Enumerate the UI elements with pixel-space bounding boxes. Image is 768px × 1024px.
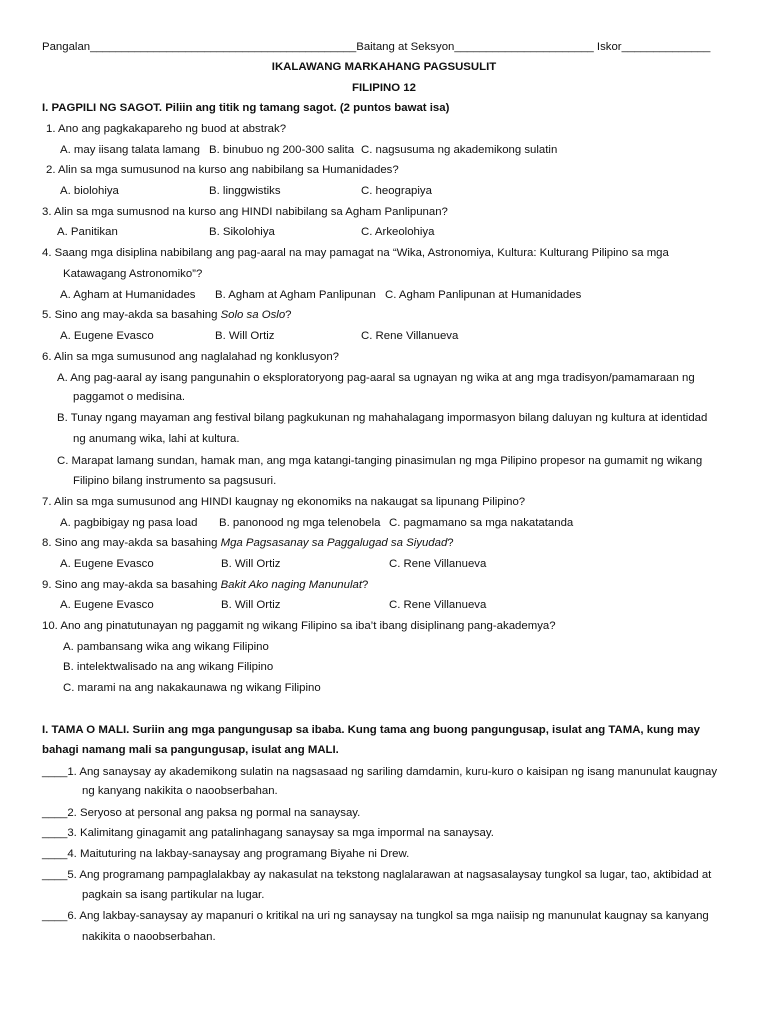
question-8: 8. Sino ang may-akda sa basahing Mga Pagsasanay sa Paggalugad sa Siyudad? xyxy=(42,537,454,549)
q8-choice-a: A. Eugene Evasco xyxy=(60,558,154,570)
q3-choice-a: A. Panitikan xyxy=(57,226,118,238)
tf-item-5-cont: pagkain sa isang partikular na lugar. xyxy=(82,889,265,901)
q7-choice-a: A. pagbibigay ng pasa load xyxy=(60,517,198,529)
q10-choice-b: B. intelektwalisado na ang wikang Filipino xyxy=(63,661,274,673)
grade-section-label: Baitang at Seksyon xyxy=(356,41,455,53)
q5-choice-b: B. Will Ortiz xyxy=(215,330,275,342)
q6-choice-c: C. Marapat lamang sundan, hamak man, ang mga katangi-tanging pinasimulan ng mga Pilipino propesor na gumamit ng wikang xyxy=(57,455,703,467)
name-blank[interactable]: __________________________________________ xyxy=(90,41,357,53)
q4-choice-b: B. Agham at Agham Panlipunan xyxy=(215,289,376,301)
section1-heading: I. PAGPILI NG SAGOT. Piliin ang titik ng tamang sagot. (2 puntos bawat isa) xyxy=(42,102,450,114)
q6-choice-b: B. Tunay ngang mayaman ang festival bilang pagkukunan ng mahahalagang impormasyon bilang daluyan ng kultura at identidad xyxy=(57,412,708,424)
section2-heading: I. TAMA O MALI. Suriin ang mga pangungusap sa ibaba. Kung tama ang buong pangungusap, isulat ang TAMA, kung may xyxy=(42,724,700,736)
question-4-cont: Katawagang Astronomiko”? xyxy=(63,268,203,280)
q10-choice-a: A. pambansang wika ang wikang Filipino xyxy=(63,641,269,653)
q1-choice-c: C. nagsusuma ng akademikong sulatin xyxy=(361,144,558,156)
q10-choice-c: C. marami na ang nakakaunawa ng wikang Filipino xyxy=(63,682,321,694)
exam-subject: FILIPINO 12 xyxy=(352,82,416,94)
tf-item-1: ____1. Ang sanaysay ay akademikong sulatin na nagsasaad ng sariling damdamin, kuru-kuro o kaisipan ng isang manunulat kaugnay xyxy=(42,766,718,778)
tf-item-4: ____4. Maituturing na lakbay-sanaysay ang programang Biyahe ni Drew. xyxy=(42,848,410,860)
q2-choice-b: B. linggwistiks xyxy=(209,185,281,197)
question-1: 1. Ano ang pagkakapareho ng buod at abstrak? xyxy=(46,123,287,135)
q5-choice-c: C. Rene Villanueva xyxy=(361,330,459,342)
tf-item-6-cont: nakikita o naoobserbahan. xyxy=(82,931,216,943)
q2-choice-a: A. biolohiya xyxy=(60,185,119,197)
question-5: 5. Sino ang may-akda sa basahing Solo sa Oslo? xyxy=(42,309,292,321)
q1-choice-a: A. may iisang talata lamang xyxy=(60,144,200,156)
q6-choice-b-cont: ng anumang wika, lahi at kultura. xyxy=(73,433,240,445)
q4-choice-a: A. Agham at Humanidades xyxy=(60,289,196,301)
tf-item-6: ____6. Ang lakbay-sanaysay ay mapanuri o kritikal na uri ng sanaysay na tungkol sa mga naiisip ng manunulat kaugnay sa kanyang xyxy=(42,910,709,922)
section2-heading-cont: bahagi namang mali sa pangungusap, isulat ang MALI. xyxy=(42,744,339,756)
q7-choice-b: B. panonood ng mga telenobela xyxy=(219,517,381,529)
reading-title: Solo sa Oslo xyxy=(220,309,286,321)
q7-choice-c: C. pagmamano sa mga nakatatanda xyxy=(389,517,574,529)
question-10: 10. Ano ang pinatutunayan ng paggamit ng wikang Filipino sa iba’t ibang disiplinang pang-akademya? xyxy=(42,620,556,632)
q8-choice-b: B. Will Ortiz xyxy=(221,558,281,570)
question-2: 2. Alin sa mga sumusunod na kurso ang nabibilang sa Humanidades? xyxy=(46,164,399,176)
q8-choice-c: C. Rene Villanueva xyxy=(389,558,487,570)
q6-choice-a: A. Ang pag-aaral ay isang pangunahin o eksploratoryong pag-aaral sa ugnayan ng wika at ang mga tradisyon/pamamaraan ng xyxy=(57,372,695,384)
tf-item-1-cont: ng kanyang nakikita o naoobserbahan. xyxy=(82,785,278,797)
tf-item-5: ____5. Ang programang pampaglalakbay ay nakasulat na tekstong naglalarawan at nagsasalaysay tungkol sa lugar, tao, aktibidad at xyxy=(42,869,712,881)
tf-item-3: ____3. Kalimitang ginagamit ang patalinhagang sanaysay sa mga impormal na sanaysay. xyxy=(42,827,494,839)
question-7: 7. Alin sa mga sumusunod ang HINDI kaugnay ng ekonomiks na nakaugat sa lipunang Pilipino? xyxy=(42,496,526,508)
q3-choice-b: B. Sikolohiya xyxy=(209,226,275,238)
name-line xyxy=(42,40,710,54)
q3-choice-c: C. Arkeolohiya xyxy=(361,226,435,238)
tf-item-2: ____2. Seryoso at personal ang paksa ng pormal na sanaysay. xyxy=(42,807,361,819)
question-6: 6. Alin sa mga sumusunod ang naglalahad ng konklusyon? xyxy=(42,351,339,363)
score-blank[interactable]: ______________ xyxy=(621,41,711,53)
reading-title: Mga Pagsasanay sa Paggalugad sa Siyudad xyxy=(220,537,448,549)
name-label: Pangalan xyxy=(42,41,91,53)
q5-choice-a: A. Eugene Evasco xyxy=(60,330,154,342)
q9-choice-c: C. Rene Villanueva xyxy=(389,599,487,611)
q6-choice-a-cont: paggamot o medisina. xyxy=(73,391,186,403)
q6-choice-c-cont: Filipino bilang instrumento sa pagsusuri. xyxy=(73,475,277,487)
grade-section-blank[interactable]: ______________________ xyxy=(454,41,594,53)
reading-title: Bakit Ako naging Manunulat xyxy=(220,579,362,591)
q9-choice-a: A. Eugene Evasco xyxy=(60,599,154,611)
q9-choice-b: B. Will Ortiz xyxy=(221,599,281,611)
q2-choice-c: C. heograpiya xyxy=(361,185,432,197)
q1-choice-b: B. binubuo ng 200-300 salita xyxy=(209,144,355,156)
question-4: 4. Saang mga disiplina nabibilang ang pag-aaral na may pamagat na “Wika, Astronomiya, Kultura: Kulturang Pilipino sa mga xyxy=(42,247,669,259)
exam-title: IKALAWANG MARKAHANG PAGSUSULIT xyxy=(271,61,497,73)
score-label: Iskor xyxy=(596,41,622,53)
question-9: 9. Sino ang may-akda sa basahing Bakit Ako naging Manunulat? xyxy=(42,579,369,591)
question-3: 3. Alin sa mga sumusnod na kurso ang HINDI nabibilang sa Agham Panlipunan? xyxy=(42,206,448,218)
q4-choice-c: C. Agham Panlipunan at Humanidades xyxy=(385,289,582,301)
